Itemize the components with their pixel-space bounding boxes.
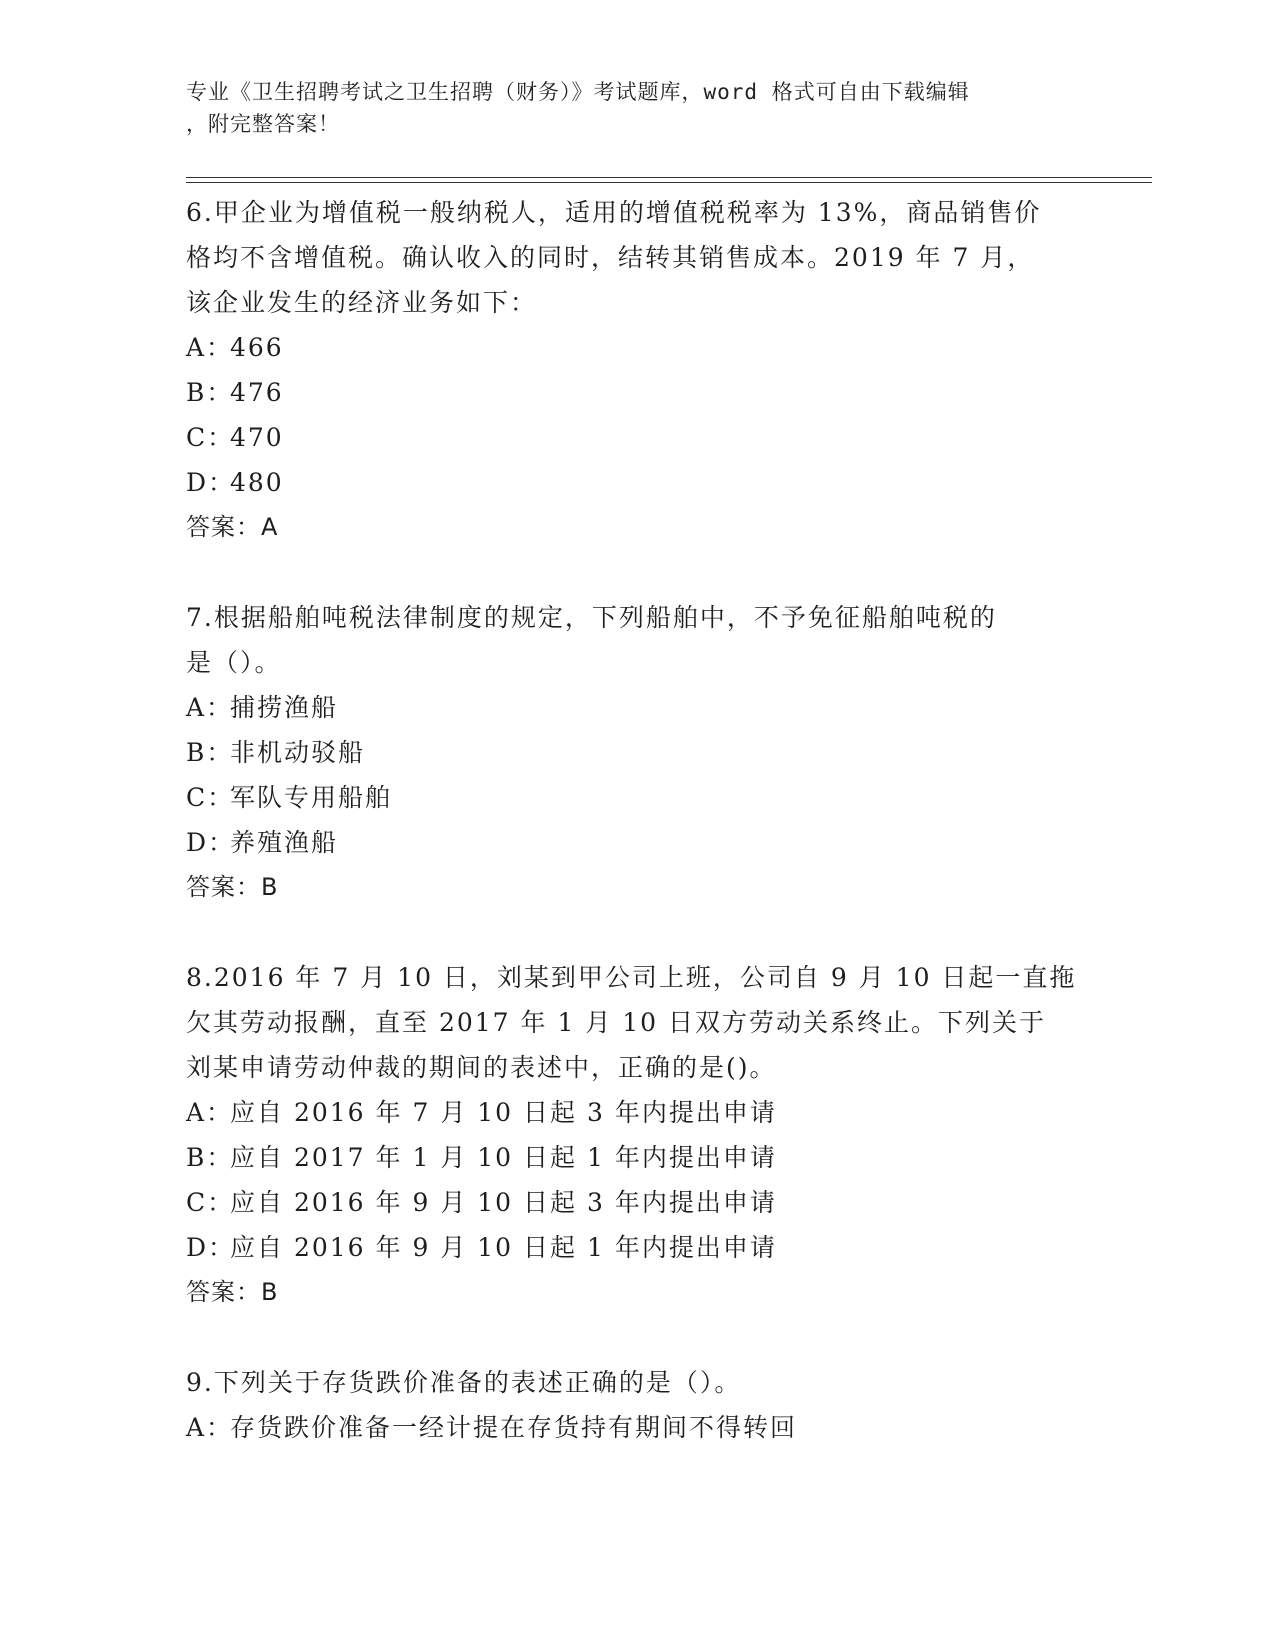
option-key: B： (186, 738, 234, 767)
question-9 (186, 1360, 1086, 1450)
option-text: 存货跌价准备一经计提在存货持有期间不得转回 (230, 1413, 798, 1442)
question-text-line: 是（）。 (186, 648, 282, 677)
question-text-line: 该企业发生的经济业务如下： (186, 288, 538, 317)
option-key: C： (186, 1188, 235, 1217)
answer: 答案：B (186, 1278, 279, 1306)
option-text: 捕捞渔船 (230, 693, 339, 722)
question-8 (186, 955, 1086, 1315)
option-c (186, 1180, 1086, 1225)
option-text: 非机动驳船 (230, 738, 366, 767)
question-text-line: 7.根据船舶吨税法律制度的规定，下列船舶中，不予免征船舶吨税的 (186, 603, 997, 632)
option-text: 480 (230, 468, 284, 497)
question-6 (186, 190, 1086, 550)
option-text: 470 (230, 423, 284, 452)
option-b (186, 730, 1086, 775)
option-text: 466 (230, 333, 284, 362)
header-line-1: 专业《卫生招聘考试之卫生招聘（财务）》考试题库，word 格式可自由下载编辑 (186, 80, 970, 104)
option-text: 应自 2016 年 9 月 10 日起 3 年内提出申请 (230, 1188, 777, 1217)
option-b (186, 1135, 1086, 1180)
option-a (186, 685, 1086, 730)
option-text: 应自 2016 年 7 月 10 日起 3 年内提出申请 (230, 1098, 777, 1127)
question-list (186, 190, 1086, 1450)
header-line-2: ，附完整答案！ (186, 112, 340, 136)
spacer (186, 910, 1086, 955)
header-divider (186, 177, 1152, 178)
option-d (186, 820, 1086, 865)
option-key: A： (186, 1413, 234, 1442)
option-b (186, 370, 1086, 415)
option-text: 476 (230, 378, 284, 407)
option-a (186, 325, 1086, 370)
question-text-line: 欠其劳动报酬，直至 2017 年 1 月 10 日双方劳动关系终止。下列关于 (186, 1008, 1047, 1037)
option-text: 应自 2016 年 9 月 10 日起 1 年内提出申请 (230, 1233, 777, 1262)
question-text-line: 刘某申请劳动仲裁的期间的表述中，正确的是()。 (186, 1053, 777, 1082)
option-key: C： (186, 423, 235, 452)
question-text-line: 9.下列关于存货跌价准备的表述正确的是（）。 (186, 1368, 742, 1397)
option-text: 军队专用船舶 (230, 783, 393, 812)
question-7 (186, 595, 1086, 910)
question-text-line: 8.2016 年 7 月 10 日，刘某到甲公司上班，公司自 9 月 10 日起一直拖 (186, 963, 1077, 992)
option-key: B： (186, 1143, 234, 1172)
header-divider-2 (186, 182, 1152, 183)
option-key: D： (186, 468, 236, 497)
option-text: 应自 2017 年 1 月 10 日起 1 年内提出申请 (230, 1143, 777, 1172)
option-key: D： (186, 828, 236, 857)
spacer (186, 550, 1086, 595)
option-text: 养殖渔船 (230, 828, 339, 857)
spacer (186, 1315, 1086, 1360)
option-d (186, 1225, 1086, 1270)
option-c (186, 415, 1086, 460)
answer: 答案：B (186, 873, 279, 901)
question-text-line: 6.甲企业为增值税一般纳税人，适用的增值税税率为 13%，商品销售价 (186, 198, 1042, 227)
option-key: A： (186, 1098, 234, 1127)
document-header (186, 76, 1066, 140)
option-d (186, 460, 1086, 505)
option-key: B： (186, 378, 234, 407)
option-a (186, 1090, 1086, 1135)
option-key: C： (186, 783, 235, 812)
option-key: D： (186, 1233, 236, 1262)
option-key: A： (186, 333, 234, 362)
question-text-line: 格均不含增值税。确认收入的同时，结转其销售成本。2019 年 7 月， (186, 243, 1035, 272)
answer: 答案：A (186, 513, 279, 541)
option-key: A： (186, 693, 234, 722)
option-a (186, 1405, 1086, 1450)
option-c (186, 775, 1086, 820)
